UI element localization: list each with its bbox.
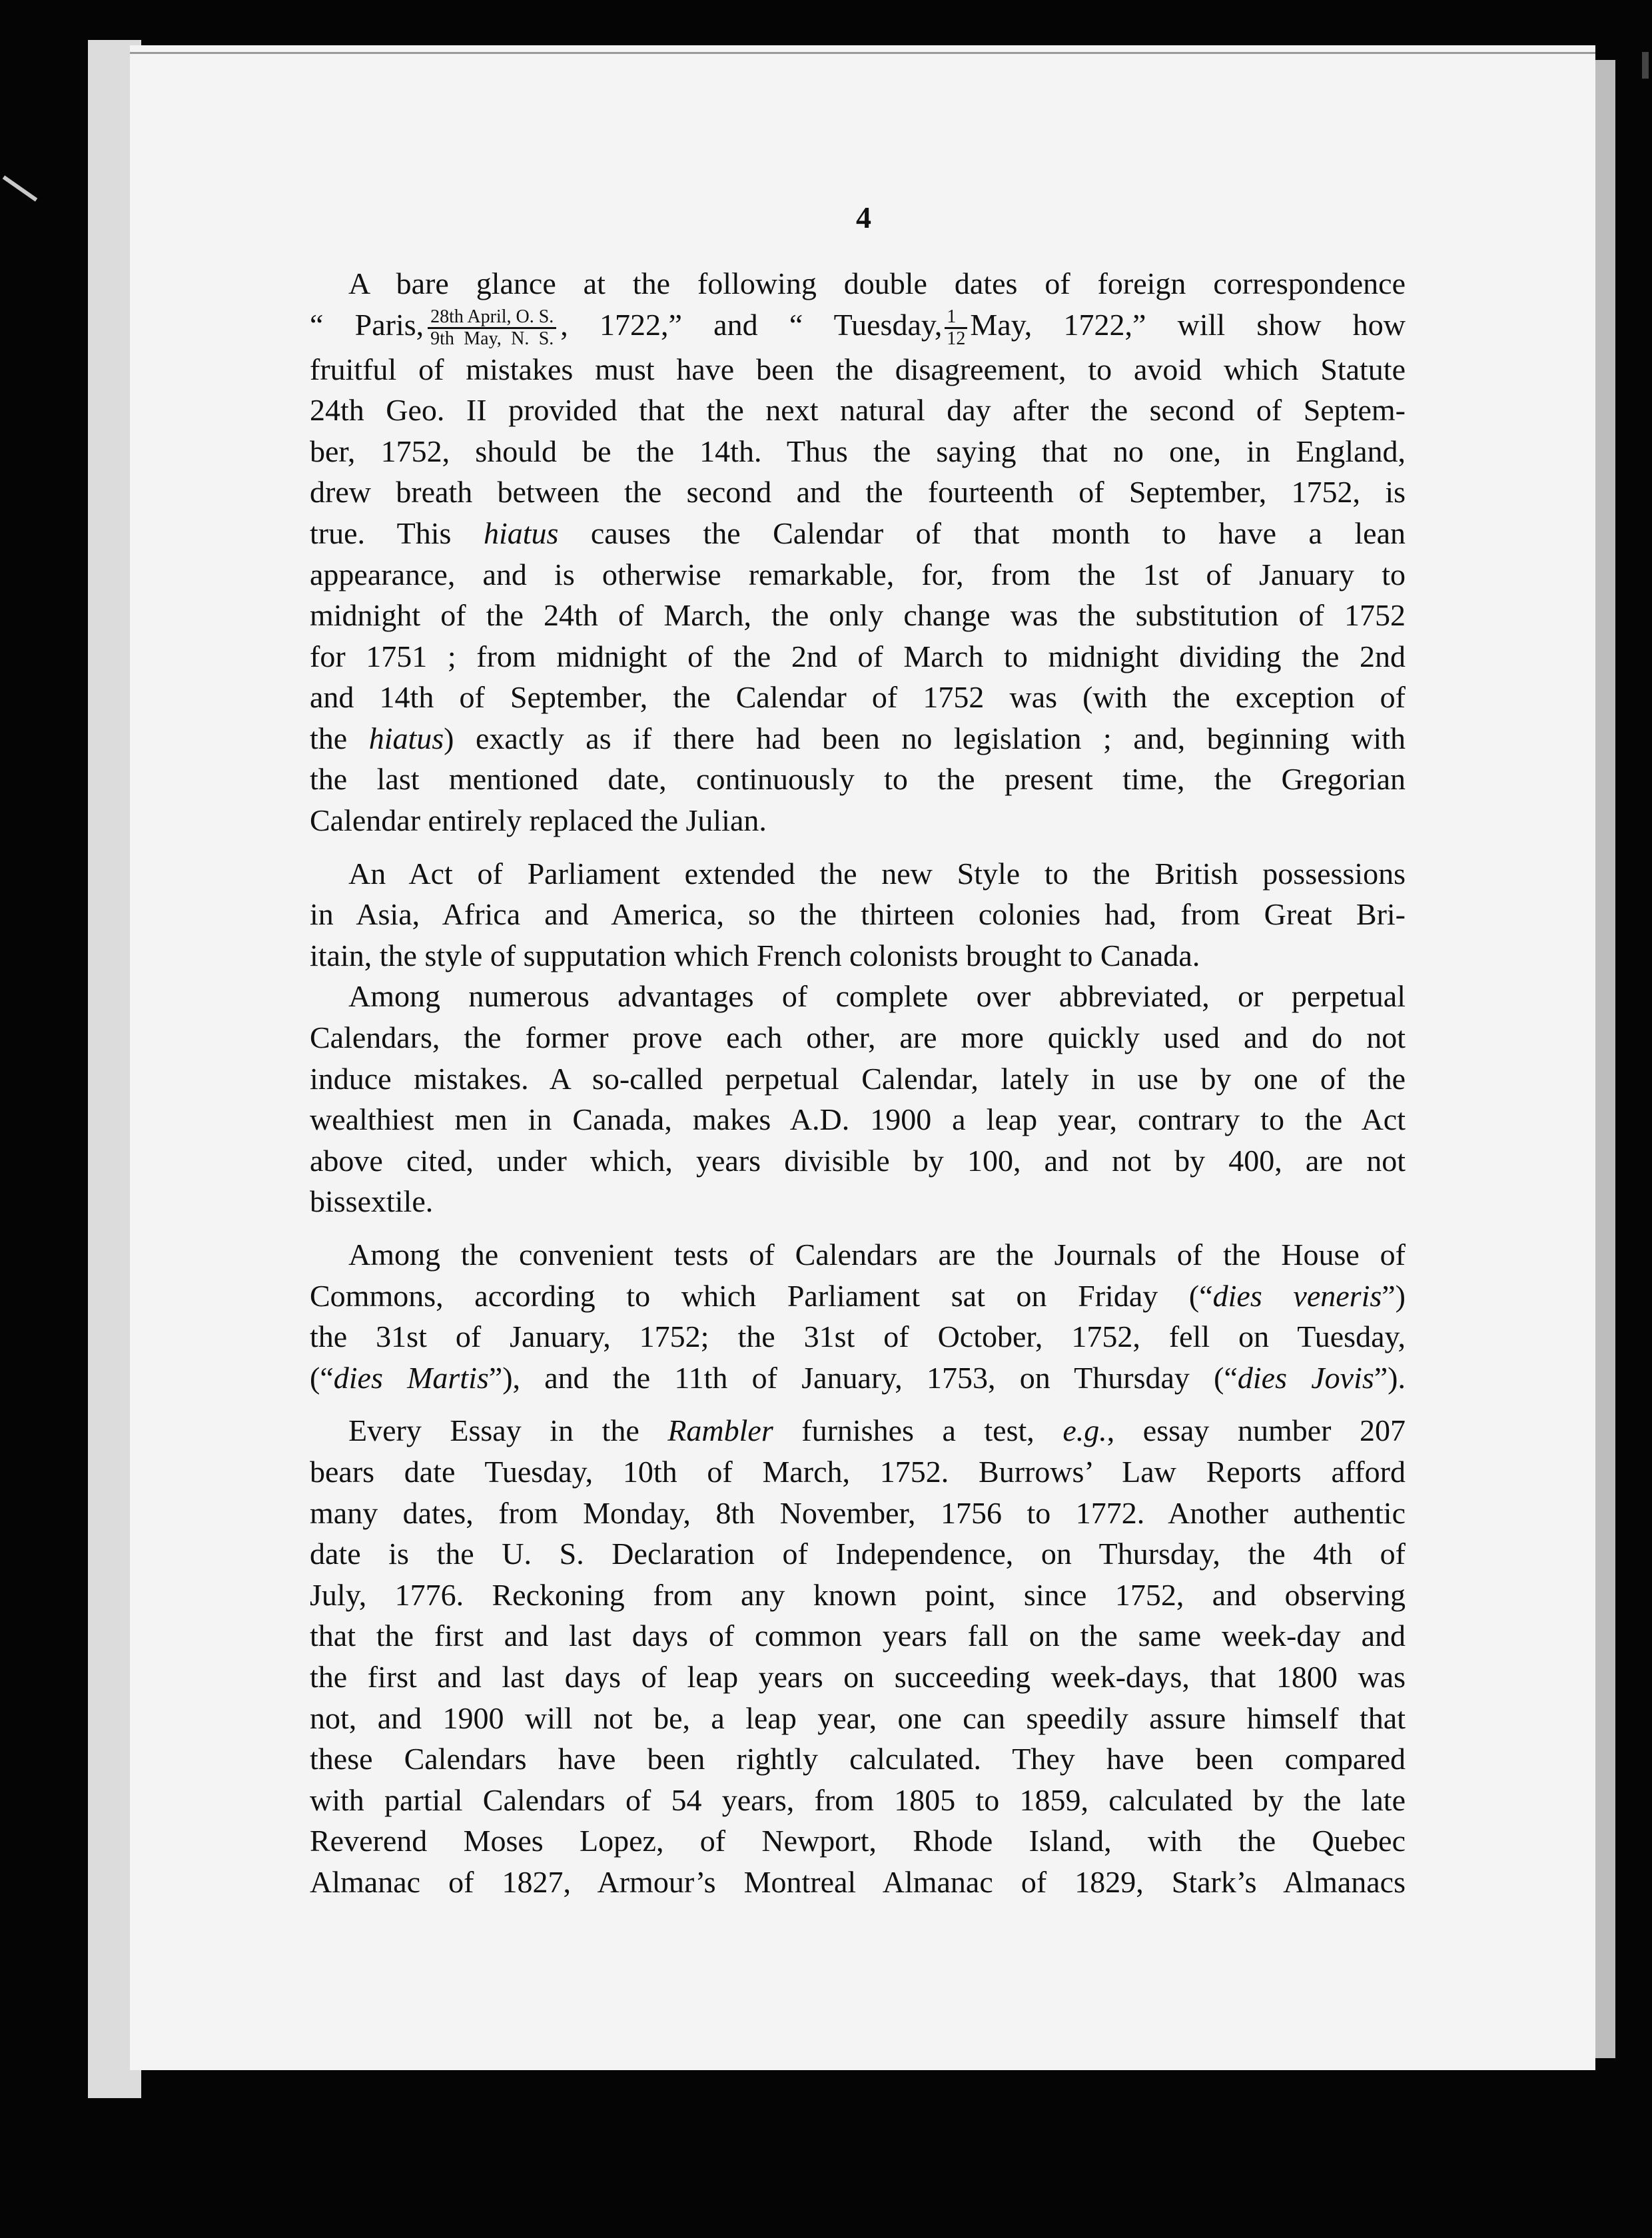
text-line: Calendars, the former prove each other, are more quickly used and do not <box>310 1020 1406 1055</box>
text-line: Commons, according to which Parliament sat on Friday (“dies veneris”) <box>310 1278 1406 1313</box>
text-line: “ Paris, $\frac{\text{28th April, O. S.}}{\text{9th May, N. S.}}$ , 1722,” and “ Tuesday, $\frac{1}{12}$ May, 1722,” will show how <box>310 306 1406 349</box>
text-line: An Act of Parliament extended the new Style to the British possessions <box>348 856 1406 891</box>
text-line: appearance, and is otherwise remarkable, for, from the 1st of January to <box>310 557 1406 591</box>
paragraph-4 <box>310 1410 1406 1902</box>
text-line: true. This hiatus causes the Calendar of that month to have a lean <box>310 516 1406 550</box>
text-line: fruitful of mistakes must have been the disagreement, to avoid which Statute <box>310 352 1406 386</box>
text-line: A bare glance at the following double dates of foreign correspondence <box>348 266 1406 300</box>
text-line: above cited, under which, years divisible by 100, and not by 400, are not <box>310 1143 1406 1178</box>
paragraph-3 <box>310 1234 1406 1398</box>
text-line: Among numerous advantages of complete over abbreviated, or perpetual <box>348 979 1406 1014</box>
scan-page-edge-right <box>1595 60 1615 2058</box>
text-line: Almanac of 1827, Armour’s Montreal Almanac of 1829, Stark’s Almanacs <box>310 1864 1406 1899</box>
text-line: itain, the style of supputation which French colonists brought to Canada. <box>310 938 1200 972</box>
text-line: the hiatus) exactly as if there had been no legislation ; and, beginning with <box>310 721 1406 755</box>
text-line: ber, 1752, should be the 14th. Thus the saying that no one, in England, <box>310 434 1406 468</box>
text-line: for 1751 ; from midnight of the 2nd of March to midnight dividing the 2nd <box>310 639 1406 673</box>
text-line: not, and 1900 will not be, a leap year, one can speedily assure himself that <box>310 1700 1406 1735</box>
text-line: these Calendars have been rightly calculated. They have been compared <box>310 1742 1406 1776</box>
text-line: July, 1776. Reckoning from any known point, since 1752, and observing <box>310 1577 1406 1612</box>
text-line: the 31st of January, 1752; the 31st of October, 1752, fell on Tuesday, <box>310 1319 1406 1354</box>
date-fraction: $\frac{1}{12}$ <box>945 307 967 349</box>
text-line: many dates, from Monday, 8th November, 1756 to 1772. Another authentic <box>310 1495 1406 1530</box>
text-line: Calendar entirely replaced the Julian. <box>310 803 767 838</box>
text-line: in Asia, Africa and America, so the thirteen colonies had, from Great Bri- <box>310 897 1406 932</box>
text-line: the first and last days of leap years on succeeding week-days, that 1800 was <box>310 1659 1406 1694</box>
text-line: the last mentioned date, continuously to the present time, the Gregorian <box>310 762 1406 797</box>
text-line: Every Essay in the Rambler furnishes a test, e.g., essay number 207 <box>348 1413 1406 1448</box>
text-line: that the first and last days of common years fall on the same week-day and <box>310 1619 1406 1653</box>
page-number: 4 <box>856 200 871 234</box>
text-line: (“dies Martis”), and the 11th of January, 1753, on Thursday (“dies Jovis”). <box>310 1360 1406 1395</box>
text-line: with partial Calendars of 54 years, from 1805 to 1859, calculated by the late <box>310 1782 1406 1817</box>
text-line: date is the U. S. Declaration of Independence, on Thursday, the 4th of <box>310 1537 1406 1571</box>
text-line: wealthiest men in Canada, makes A.D. 1900 a leap year, contrary to the Act <box>310 1102 1406 1137</box>
text-line: midnight of the 24th of March, the only change was the substitution of 1752 <box>310 598 1406 633</box>
text-line: Reverend Moses Lopez, of Newport, Rhode Island, with the Quebec <box>310 1824 1406 1858</box>
text-line: bissextile. <box>310 1184 434 1219</box>
margin-tick-mark <box>1642 52 1649 79</box>
double-date-fraction: $\frac{\text{28th April, O. S.}}{\text{9th May, N. S.}}$ <box>428 307 556 349</box>
text-line: induce mistakes. A so-called perpetual Calendar, lately in use by one of the <box>310 1061 1406 1096</box>
body-text <box>310 263 1406 1903</box>
scan-artifact-mark <box>3 175 38 201</box>
text-line: Among the convenient tests of Calendars are the Journals of the House of <box>348 1238 1406 1272</box>
sheet-top-rule <box>130 52 1595 54</box>
paragraph-1 <box>310 263 1406 841</box>
paragraph-2 <box>310 853 1406 1222</box>
text-line: and 14th of September, the Calendar of 1752 was (with the exception of <box>310 680 1406 715</box>
text-line: drew breath between the second and the fourteenth of September, 1752, is <box>310 475 1406 510</box>
text-line: 24th Geo. II provided that the next natural day after the second of Septem- <box>310 393 1406 428</box>
text-line: bears date Tuesday, 10th of March, 1752. Burrows’ Law Reports afford <box>310 1454 1406 1489</box>
